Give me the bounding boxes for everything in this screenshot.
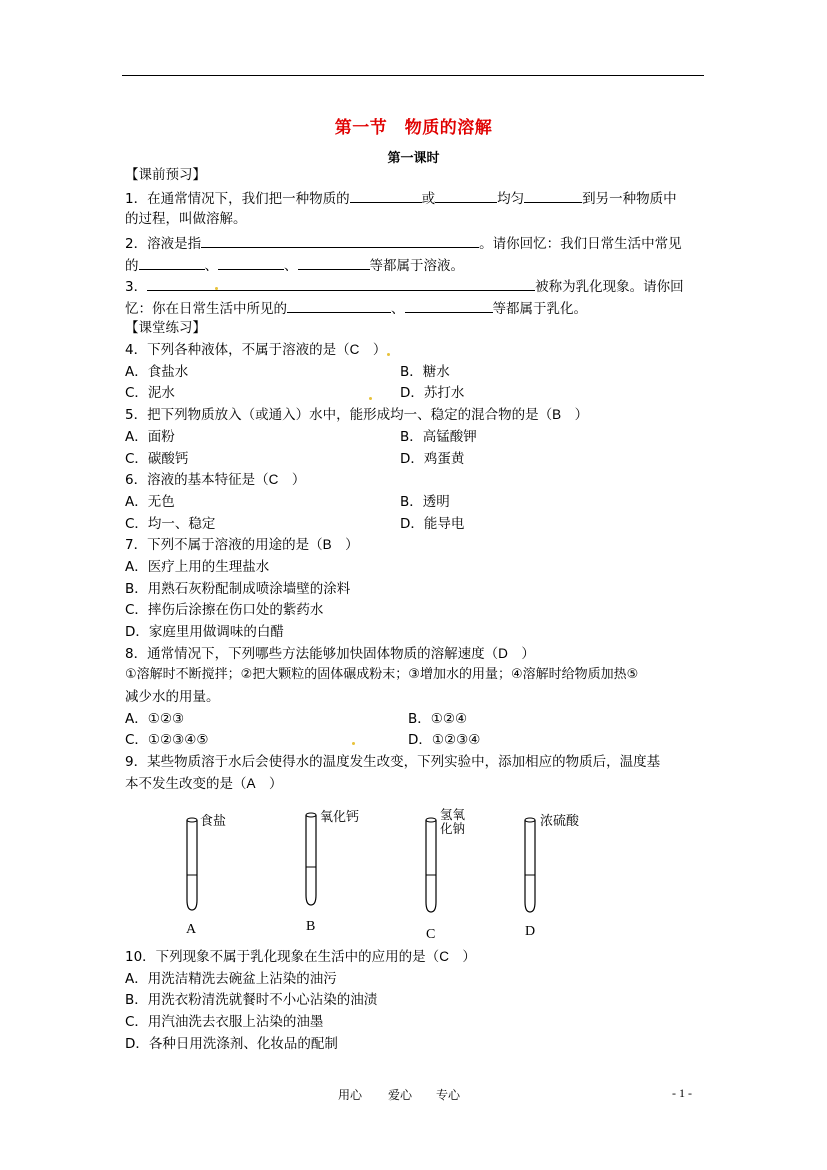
q3-text-e: 等都属于乳化。 (492, 301, 587, 317)
question-10-stem (125, 948, 476, 966)
q8-option-a: A．①②③ (125, 711, 185, 727)
q2-blank-3[interactable] (218, 255, 284, 270)
footer-text-1: 用心 (338, 1088, 363, 1102)
q2-text-e: 、 (284, 258, 298, 274)
speck-decoration (387, 353, 390, 356)
q1-blank-1[interactable] (350, 188, 422, 203)
q9-answer: A (246, 776, 256, 791)
test-tubes-figure (170, 805, 610, 945)
page-title: 第一节 物质的溶解 (334, 118, 493, 138)
question-8-stem (125, 645, 535, 663)
q5-option-c: C．碳酸钙 (125, 451, 189, 467)
test-tube-c (426, 807, 466, 942)
q10-stem-end: ） (448, 949, 476, 965)
q2-blank-4[interactable] (298, 255, 370, 270)
q6-option-c: C．均一、稳定 (125, 516, 216, 532)
question-1-line-1 (125, 188, 677, 208)
speck-decoration (352, 742, 355, 745)
q9-stem-end: ） (255, 776, 283, 792)
q3-text-b: 被称为乳化现象。请你回 (535, 279, 684, 295)
q2-text-b: 。请你回忆：我们日常生活中常见 (479, 236, 682, 252)
tube-d-letter: D (525, 924, 536, 939)
section-pre-heading: 【课前预习】 (125, 167, 206, 183)
speck-decoration (215, 287, 218, 290)
q7-option-c: C．摔伤后涂擦在伤口处的紫药水 (125, 602, 324, 618)
question-7-stem (125, 536, 359, 554)
tube-d-label: 浓硫酸 (540, 814, 580, 829)
page-subtitle: 第一课时 (387, 151, 440, 166)
speck-decoration (369, 397, 372, 400)
question-6-stem (125, 471, 305, 489)
question-1-line-2: 的过程，叫做溶解。 (125, 211, 247, 227)
q7-option-b: B．用熟石灰粉配制成喷涂墙壁的涂料 (125, 581, 351, 597)
q8-methods-line-2: 减少水的用量。 (125, 689, 220, 705)
test-tube-d (525, 814, 580, 939)
page-number: - 1 - (672, 1086, 692, 1100)
q2-blank-2[interactable] (139, 255, 205, 270)
tube-b-label: 氧化钙 (320, 810, 360, 825)
test-tube-b (306, 810, 359, 934)
tube-a-letter: A (186, 922, 197, 937)
question-5-stem (125, 406, 588, 424)
q6-option-d: D．能导电 (400, 516, 465, 532)
q10-option-c: C．用汽油洗去衣服上沾染的油墨 (125, 1014, 324, 1030)
q8-option-d: D．①②③④ (408, 732, 481, 748)
q8-answer: D (498, 646, 508, 661)
q10-answer: C (439, 949, 449, 964)
question-2-line-1 (125, 233, 682, 253)
q1-text-c: 均匀 (497, 191, 525, 207)
q4-option-a: A．食盐水 (125, 364, 189, 380)
question-4-stem (125, 341, 386, 359)
q6-answer: C (268, 472, 279, 487)
q3-blank-1[interactable] (147, 276, 535, 291)
q10-option-b: B．用洗衣粉清洗就餐时不小心沾染的油渍 (125, 992, 378, 1008)
q4-stem-text: 4．下列各种液体，不属于溶液的是（ (125, 342, 350, 358)
q8-stem-end: ） (507, 646, 535, 662)
tube-a-label: 食盐 (200, 814, 227, 829)
q4-stem-end: ） (359, 342, 387, 358)
footer-text-2: 爱心 (388, 1088, 413, 1102)
q3-text-c: 忆：你在日常生活中所见的 (125, 301, 287, 317)
q5-option-d: D．鸡蛋黄 (400, 451, 465, 467)
q6-stem-end: ） (278, 472, 306, 488)
q3-text-d: 、 (391, 301, 405, 317)
q7-option-a: A．医疗上用的生理盐水 (125, 559, 270, 575)
q6-stem-text: 6．溶液的基本特征是（ (125, 472, 269, 488)
q5-stem-end: ） (561, 407, 589, 423)
question-9-stem: 9．某些物质溶于水后会使得水的温度发生改变，下列实验中，添加相应的物质后，温度基 (125, 754, 661, 770)
q2-text-d: 、 (204, 258, 218, 274)
q2-blank-1[interactable] (201, 233, 479, 248)
footer-text-3: 专心 (436, 1088, 461, 1102)
q1-text-b: 或 (421, 191, 436, 207)
q10-option-d: D．各种日用洗涤剂、化妆品的配制 (125, 1036, 338, 1052)
q5-option-b: B．高锰酸钾 (400, 429, 477, 445)
q10-option-a: A．用洗洁精洗去碗盆上沾染的油污 (125, 971, 337, 987)
q4-option-b: B．糖水 (400, 364, 450, 380)
q6-option-b: B．透明 (400, 494, 450, 510)
q3-blank-2[interactable] (287, 298, 391, 313)
q8-methods-line: ①溶解时不断搅拌；②把大颗粒的固体碾成粉末；③增加水的用量；④溶解时给物质加热⑤ (125, 667, 639, 682)
tube-c-letter: C (426, 927, 436, 942)
q5-stem-text: 5．把下列物质放入（或通入）水中，能形成均一、稳定的混合物的是（ (125, 407, 553, 423)
tube-b-letter: B (306, 919, 316, 934)
question-9-stem-2 (125, 775, 283, 793)
q8-stem-text: 8．通常情况下，下列哪些方法能够加快固体物质的溶解速度（ (125, 646, 499, 662)
q8-option-c: C．①②③④⑤ (125, 732, 209, 748)
section-class-heading: 【课堂练习】 (125, 320, 206, 336)
q4-option-c: C．泥水 (125, 385, 175, 401)
header-rule (122, 75, 704, 76)
q1-text-d: 到另一种物质中 (582, 191, 677, 207)
question-3-line-1 (125, 276, 684, 296)
q1-text-a: 1．在通常情况下，我们把一种物质的 (125, 191, 350, 207)
q7-option-d: D．家庭里用做调味的白醋 (125, 624, 284, 640)
q1-blank-2[interactable] (435, 188, 497, 203)
tube-c-label-line-2: 化钠 (440, 821, 466, 836)
tube-c-label-line-1: 氢氧 (440, 807, 466, 822)
q7-stem-text: 7．下列不属于溶液的用途的是（ (125, 537, 323, 553)
q2-text-f: 等都属于溶液。 (369, 258, 464, 274)
q2-text-c: 的 (125, 258, 139, 274)
q7-stem-end: ） (331, 537, 359, 553)
question-2-line-2 (125, 255, 464, 275)
q1-blank-3[interactable] (524, 188, 582, 203)
q2-text-a: 2．溶液是指 (125, 236, 202, 252)
q5-option-a: A．面粉 (125, 429, 175, 445)
q6-option-a: A．无色 (125, 494, 175, 510)
q10-stem-text: 10．下列现象不属于乳化现象在生活中的应用的是（ (125, 949, 440, 965)
q9-stem-text: 本不发生改变的是（ (125, 776, 247, 792)
q5-answer: B (552, 407, 562, 422)
test-tube-a (186, 813, 226, 937)
q8-option-b: B．①②④ (408, 711, 468, 727)
q3-blank-3[interactable] (405, 298, 493, 313)
q3-text-a: 3． (125, 279, 148, 295)
question-3-line-2 (125, 298, 587, 318)
q4-option-d: D．苏打水 (400, 385, 465, 401)
q7-answer: B (322, 537, 332, 552)
q4-answer: C (349, 342, 360, 357)
